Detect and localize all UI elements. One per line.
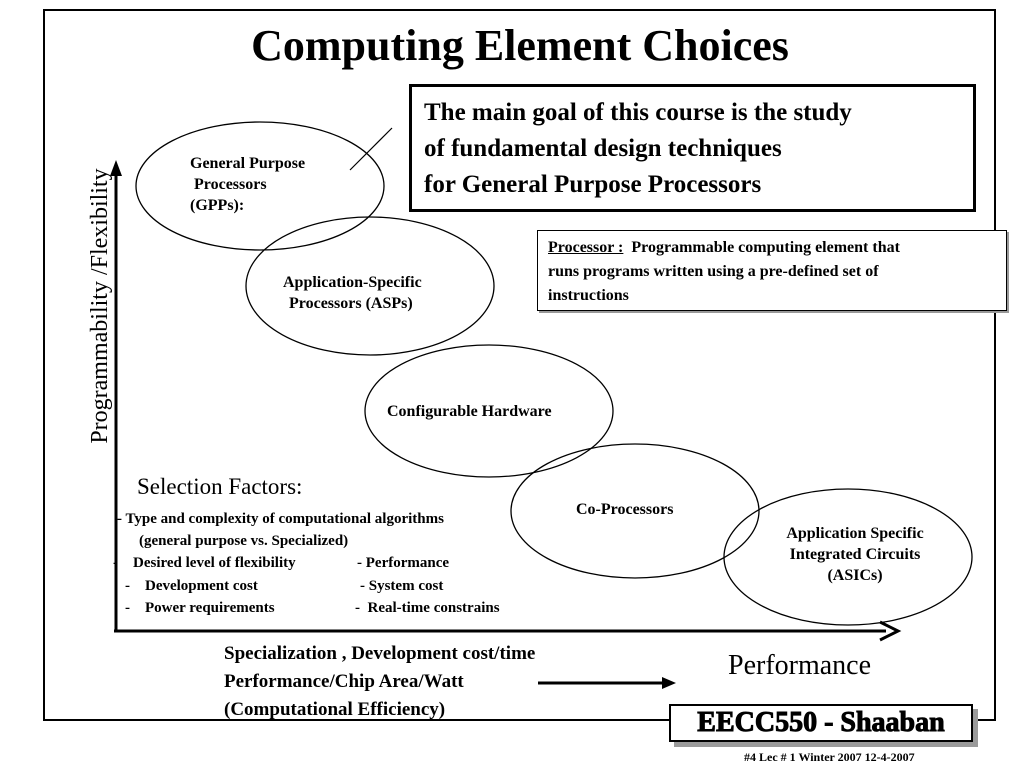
definition-text: instructions	[548, 287, 629, 304]
coprocessors-label: Co-Processors	[576, 501, 674, 518]
goal-line: of fundamental design techniques	[424, 135, 782, 162]
y-axis-label: Programmability /Flexibility	[87, 168, 113, 444]
specialization-line: (Computational Efficiency)	[224, 699, 446, 720]
selection-factors-title: Selection Factors:	[137, 474, 303, 499]
x-axis-label: Performance	[728, 650, 872, 681]
factor-item: - Power requirements	[125, 600, 275, 616]
specialization-line: Performance/Chip Area/Watt	[224, 671, 464, 692]
gpp-label	[190, 153, 305, 216]
factor-item: - System cost	[360, 578, 444, 594]
specialization-text	[224, 640, 535, 724]
goal-line: for General Purpose Processors	[424, 171, 762, 198]
specialization-line: Specialization , Development cost/time	[224, 643, 536, 664]
definition-text: Programmable computing element that	[631, 239, 900, 256]
gpp-label-line: General Purpose	[190, 155, 306, 172]
course-brand-text: EECC550 - Shaaban	[697, 707, 945, 738]
factor-item: - Real-time constrains	[355, 600, 500, 616]
factor-item: - Development cost	[125, 578, 258, 594]
asics-label-line: (ASICs)	[827, 567, 883, 584]
asp-label	[283, 272, 422, 314]
course-goal-box	[409, 84, 976, 212]
gpp-label-line: Processors	[190, 176, 267, 193]
slide-footer: #4 Lec # 1 Winter 2007 12-4-2007	[744, 750, 915, 764]
course-brand-box	[669, 704, 973, 742]
asp-label-line: Application-Specific	[283, 274, 422, 291]
factor-item: - Desired level of flexibility	[113, 555, 296, 571]
asp-label-line: Processors (ASPs)	[289, 295, 413, 312]
asics-label-line: Integrated Circuits	[789, 546, 921, 563]
configurable-hardware-label: Configurable Hardware	[387, 403, 552, 420]
asics-label-line: Application Specific	[786, 525, 924, 542]
definition-label: Processor :	[548, 239, 624, 256]
factor-item: - Type and complexity of computational algorithms	[117, 511, 444, 527]
factor-item: - Performance	[357, 555, 450, 571]
gpp-label-line: (GPPs):	[190, 197, 245, 214]
asics-label	[770, 523, 940, 586]
gpp-leader-line	[350, 128, 392, 170]
factor-item: (general purpose vs. Specialized)	[139, 533, 349, 549]
processor-definition-box	[537, 230, 1007, 311]
definition-text: runs programs written using a pre-defined set of	[548, 263, 879, 280]
slide-title: Computing Element Choices	[251, 21, 789, 70]
goal-line: The main goal of this course is the study	[424, 99, 852, 126]
specialization-arrowhead	[662, 677, 676, 689]
